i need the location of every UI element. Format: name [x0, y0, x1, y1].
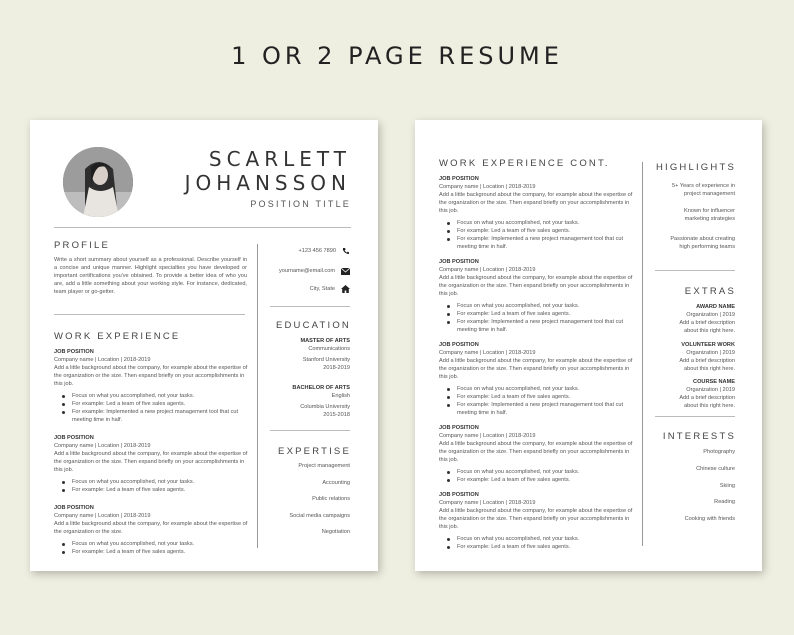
contact-phone: +123 456 7890 — [298, 248, 336, 254]
expertise-item: Negotiation — [321, 529, 350, 535]
job-meta: Company name | Location | 2018-2019 — [439, 350, 536, 356]
job-bullet: For example: Led a team of five sales agents. — [439, 393, 635, 401]
profile-divider — [54, 314, 245, 315]
education-school: Stanford University — [302, 357, 350, 363]
contact-email: yourname@email.com — [278, 268, 335, 274]
highlight-line: high performing teams — [679, 244, 735, 250]
job-bullets — [439, 219, 635, 251]
highlight-item — [651, 235, 735, 251]
profile-section-title: PROFILE — [54, 240, 111, 251]
interest-item: Skiing — [719, 482, 735, 489]
job-bullet: Focus on what you accomplished, not your tasks. — [439, 535, 635, 543]
education-years: 2018-2019 — [323, 365, 350, 371]
job-bullet: Focus on what you accomplished, not your tasks. — [54, 478, 250, 486]
job-meta: Company name | Location | 2018-2019 — [439, 433, 536, 439]
job-meta: Company name | Location | 2018-2019 — [54, 513, 151, 519]
job-meta: Company name | Location | 2018-2019 — [439, 267, 536, 273]
job-bullet: Focus on what you accomplished, not your tasks. — [439, 468, 635, 476]
education-years: 2015-2018 — [323, 412, 350, 418]
job-entry — [439, 491, 635, 551]
highlights-divider — [655, 270, 735, 271]
job-bullet: For example: Led a team of five sales agents. — [54, 400, 250, 408]
work-experience-list — [54, 348, 250, 562]
work-experience-cont-title: WORK EXPERIENCE CONT. — [439, 158, 610, 169]
highlight-line: 5+ Years of experience in — [672, 183, 735, 189]
contact-divider — [270, 306, 350, 307]
home-icon — [341, 280, 350, 298]
education-degree: BACHELOR OF ARTS — [292, 385, 350, 391]
job-bullets — [54, 540, 250, 556]
education-school: Columbia University — [300, 404, 350, 410]
highlight-item — [651, 182, 735, 207]
job-bullet: For example: Implemented a new project management tool that cut meeting time in half. — [439, 235, 635, 251]
job-position: JOB POSITION — [54, 505, 94, 511]
job-bullet: Focus on what you accomplished, not your tasks. — [54, 540, 250, 548]
column-divider — [642, 162, 643, 546]
highlights-title: HIGHLIGHTS — [655, 162, 736, 173]
position-title: POSITION TITLE — [250, 199, 351, 209]
extras-title: EXTRAS — [684, 286, 736, 297]
profile-photo — [63, 147, 133, 217]
job-bullet: For example: Led a team of five sales agents. — [439, 227, 635, 235]
expertise-item: Public relations — [312, 496, 350, 502]
job-description: Add a little background about the company, for example about the expertise of the organization or the size. Then expand briefly on your accomplishments in this job. — [54, 365, 248, 387]
job-description: Add a little background about the company, for example about the expertise of the organization or the size. Then expand briefly on your accomplishments in this job. — [439, 441, 633, 463]
interest-item: Photography — [703, 449, 735, 455]
education-divider — [270, 430, 350, 431]
profile-text: Write a short summary about yourself as a professional. Describe yourself in a concise and unique manner. Highlight specialties you have developed or important certifications you've obtained. To provide a better idea of who you are, add a little something about your working style. For instance, dedicated, team player or go-getter. — [54, 257, 247, 295]
portrait-image — [63, 147, 133, 217]
job-bullet: For example: Led a team of five sales agents. — [54, 548, 250, 556]
contact-email-row — [270, 264, 350, 278]
contact-block — [270, 244, 350, 296]
job-position: JOB POSITION — [439, 176, 479, 182]
job-entry — [439, 175, 635, 251]
highlight-line: marketing strategies — [684, 216, 735, 222]
education-field: English — [331, 393, 350, 399]
job-meta: Company name | Location | 2018-2019 — [439, 184, 536, 190]
job-bullets — [439, 302, 635, 334]
expertise-item: Accounting — [322, 479, 350, 486]
contact-location-row — [270, 282, 350, 296]
education-title: EDUCATION — [275, 320, 351, 331]
extra-org: Organization | 2019 — [686, 387, 735, 393]
contact-phone-row — [270, 244, 350, 258]
job-meta: Company name | Location | 2018-2019 — [54, 443, 151, 449]
interests-title: INTERESTS — [662, 431, 736, 442]
highlight-line: project management — [684, 191, 735, 197]
job-position: JOB POSITION — [439, 259, 479, 265]
extra-name: AWARD NAME — [696, 304, 735, 310]
job-position: JOB POSITION — [54, 435, 94, 441]
job-description: Add a little background about the company, for example about the expertise of the organization or the size. Then expand briefly on your accomplishments in this job. — [54, 451, 248, 473]
interest-item: Chinese culture — [696, 465, 735, 472]
job-description: Add a little background about the company, for example about the expertise of the organization or the size. Then expand briefly on your accomplishments in this job. — [439, 508, 633, 530]
extra-entry — [651, 341, 735, 378]
expertise-item: Social media campaigns — [289, 512, 350, 519]
extra-entry — [651, 303, 735, 341]
education-entry — [266, 384, 350, 419]
extra-desc-line: Add a brief description — [679, 320, 735, 326]
job-position: JOB POSITION — [439, 492, 479, 498]
job-bullets — [439, 468, 635, 484]
job-position: JOB POSITION — [439, 425, 479, 431]
interests-list — [651, 448, 735, 532]
education-degree: MASTER OF ARTS — [300, 338, 350, 344]
extras-list — [651, 303, 735, 410]
first-name: SCARLETT — [208, 147, 351, 171]
extra-name: COURSE NAME — [693, 379, 735, 385]
expertise-title: EXPERTISE — [278, 446, 351, 457]
job-description: Add a little background about the company, for example about the expertise of the organization or the size. — [54, 521, 248, 535]
job-entry — [439, 258, 635, 334]
education-field: Communications — [308, 346, 350, 352]
job-bullets — [439, 535, 635, 551]
job-entry — [54, 434, 250, 494]
job-entry — [54, 348, 250, 424]
job-bullet: For example: Implemented a new project management tool that cut meeting time in half. — [439, 318, 635, 334]
expertise-list — [262, 462, 350, 545]
extra-desc-line: about this right here. — [684, 403, 735, 409]
extra-desc-line: Add a brief description — [679, 358, 735, 364]
job-bullets — [54, 392, 250, 424]
job-bullet: For example: Implemented a new project management tool that cut meeting time in half. — [439, 401, 635, 417]
job-position: JOB POSITION — [54, 349, 94, 355]
job-entry — [54, 504, 250, 556]
work-experience-title: WORK EXPERIENCE — [54, 331, 181, 342]
extra-org: Organization | 2019 — [686, 312, 735, 318]
job-bullet: Focus on what you accomplished, not your tasks. — [439, 385, 635, 393]
job-meta: Company name | Location | 2018-2019 — [54, 357, 151, 363]
last-name: JOHANSSON — [184, 171, 351, 195]
work-experience-cont-list — [439, 175, 635, 557]
highlight-item — [651, 207, 735, 235]
extras-divider — [655, 416, 735, 417]
resume-page-2 — [415, 120, 762, 571]
job-meta: Company name | Location | 2018-2019 — [439, 500, 536, 506]
extra-desc-line: about this right here. — [684, 328, 735, 334]
interest-item: Reading — [714, 499, 735, 506]
contact-location: City, State — [309, 286, 335, 292]
highlight-line: Passionate about creating — [670, 236, 735, 242]
job-entry — [439, 424, 635, 484]
job-bullet: Focus on what you accomplished, not your tasks. — [439, 302, 635, 310]
job-bullet: Focus on what you accomplished, not your tasks. — [54, 392, 250, 400]
page-banner-title: 1 OR 2 PAGE RESUME — [231, 42, 563, 70]
highlight-line: Known for influencer — [684, 208, 735, 214]
education-entry — [266, 337, 350, 372]
education-list — [266, 337, 350, 419]
job-description: Add a little background about the company, for example about the expertise of the organization or the size. Then expand briefly on your accomplishments in this job. — [439, 192, 633, 214]
job-bullet: For example: Led a team of five sales agents. — [439, 476, 635, 484]
extra-org: Organization | 2019 — [686, 350, 735, 356]
job-bullet: Focus on what you accomplished, not your tasks. — [439, 219, 635, 227]
job-position: JOB POSITION — [439, 342, 479, 348]
column-divider — [257, 244, 258, 548]
job-description: Add a little background about the company, for example about the expertise of the organization or the size. Then expand briefly on your accomplishments in this job. — [439, 275, 633, 297]
interest-item: Cooking with friends — [684, 516, 735, 523]
extra-name: VOLUNTEER WORK — [681, 342, 735, 348]
job-bullets — [439, 385, 635, 417]
job-entry — [439, 341, 635, 417]
job-bullets — [54, 478, 250, 494]
expertise-item: Project management — [298, 463, 350, 469]
extra-entry — [651, 378, 735, 410]
job-description: Add a little background about the company, for example about the expertise of the organization or the size. Then expand briefly on your accomplishments in this job. — [439, 358, 633, 380]
job-bullet: For example: Implemented a new project management tool that cut meeting time in half. — [54, 408, 250, 424]
extra-desc-line: Add a brief description — [679, 395, 735, 401]
resume-page-1 — [30, 120, 378, 571]
extra-desc-line: about this right here. — [684, 366, 735, 372]
job-bullet: For example: Led a team of five sales agents. — [439, 310, 635, 318]
job-bullet: For example: Led a team of five sales agents. — [54, 486, 250, 494]
phone-icon — [342, 242, 350, 260]
highlights-list — [651, 182, 735, 251]
job-bullet: For example: Led a team of five sales agents. — [439, 543, 635, 551]
header-divider — [54, 227, 351, 228]
envelope-icon — [341, 262, 350, 280]
